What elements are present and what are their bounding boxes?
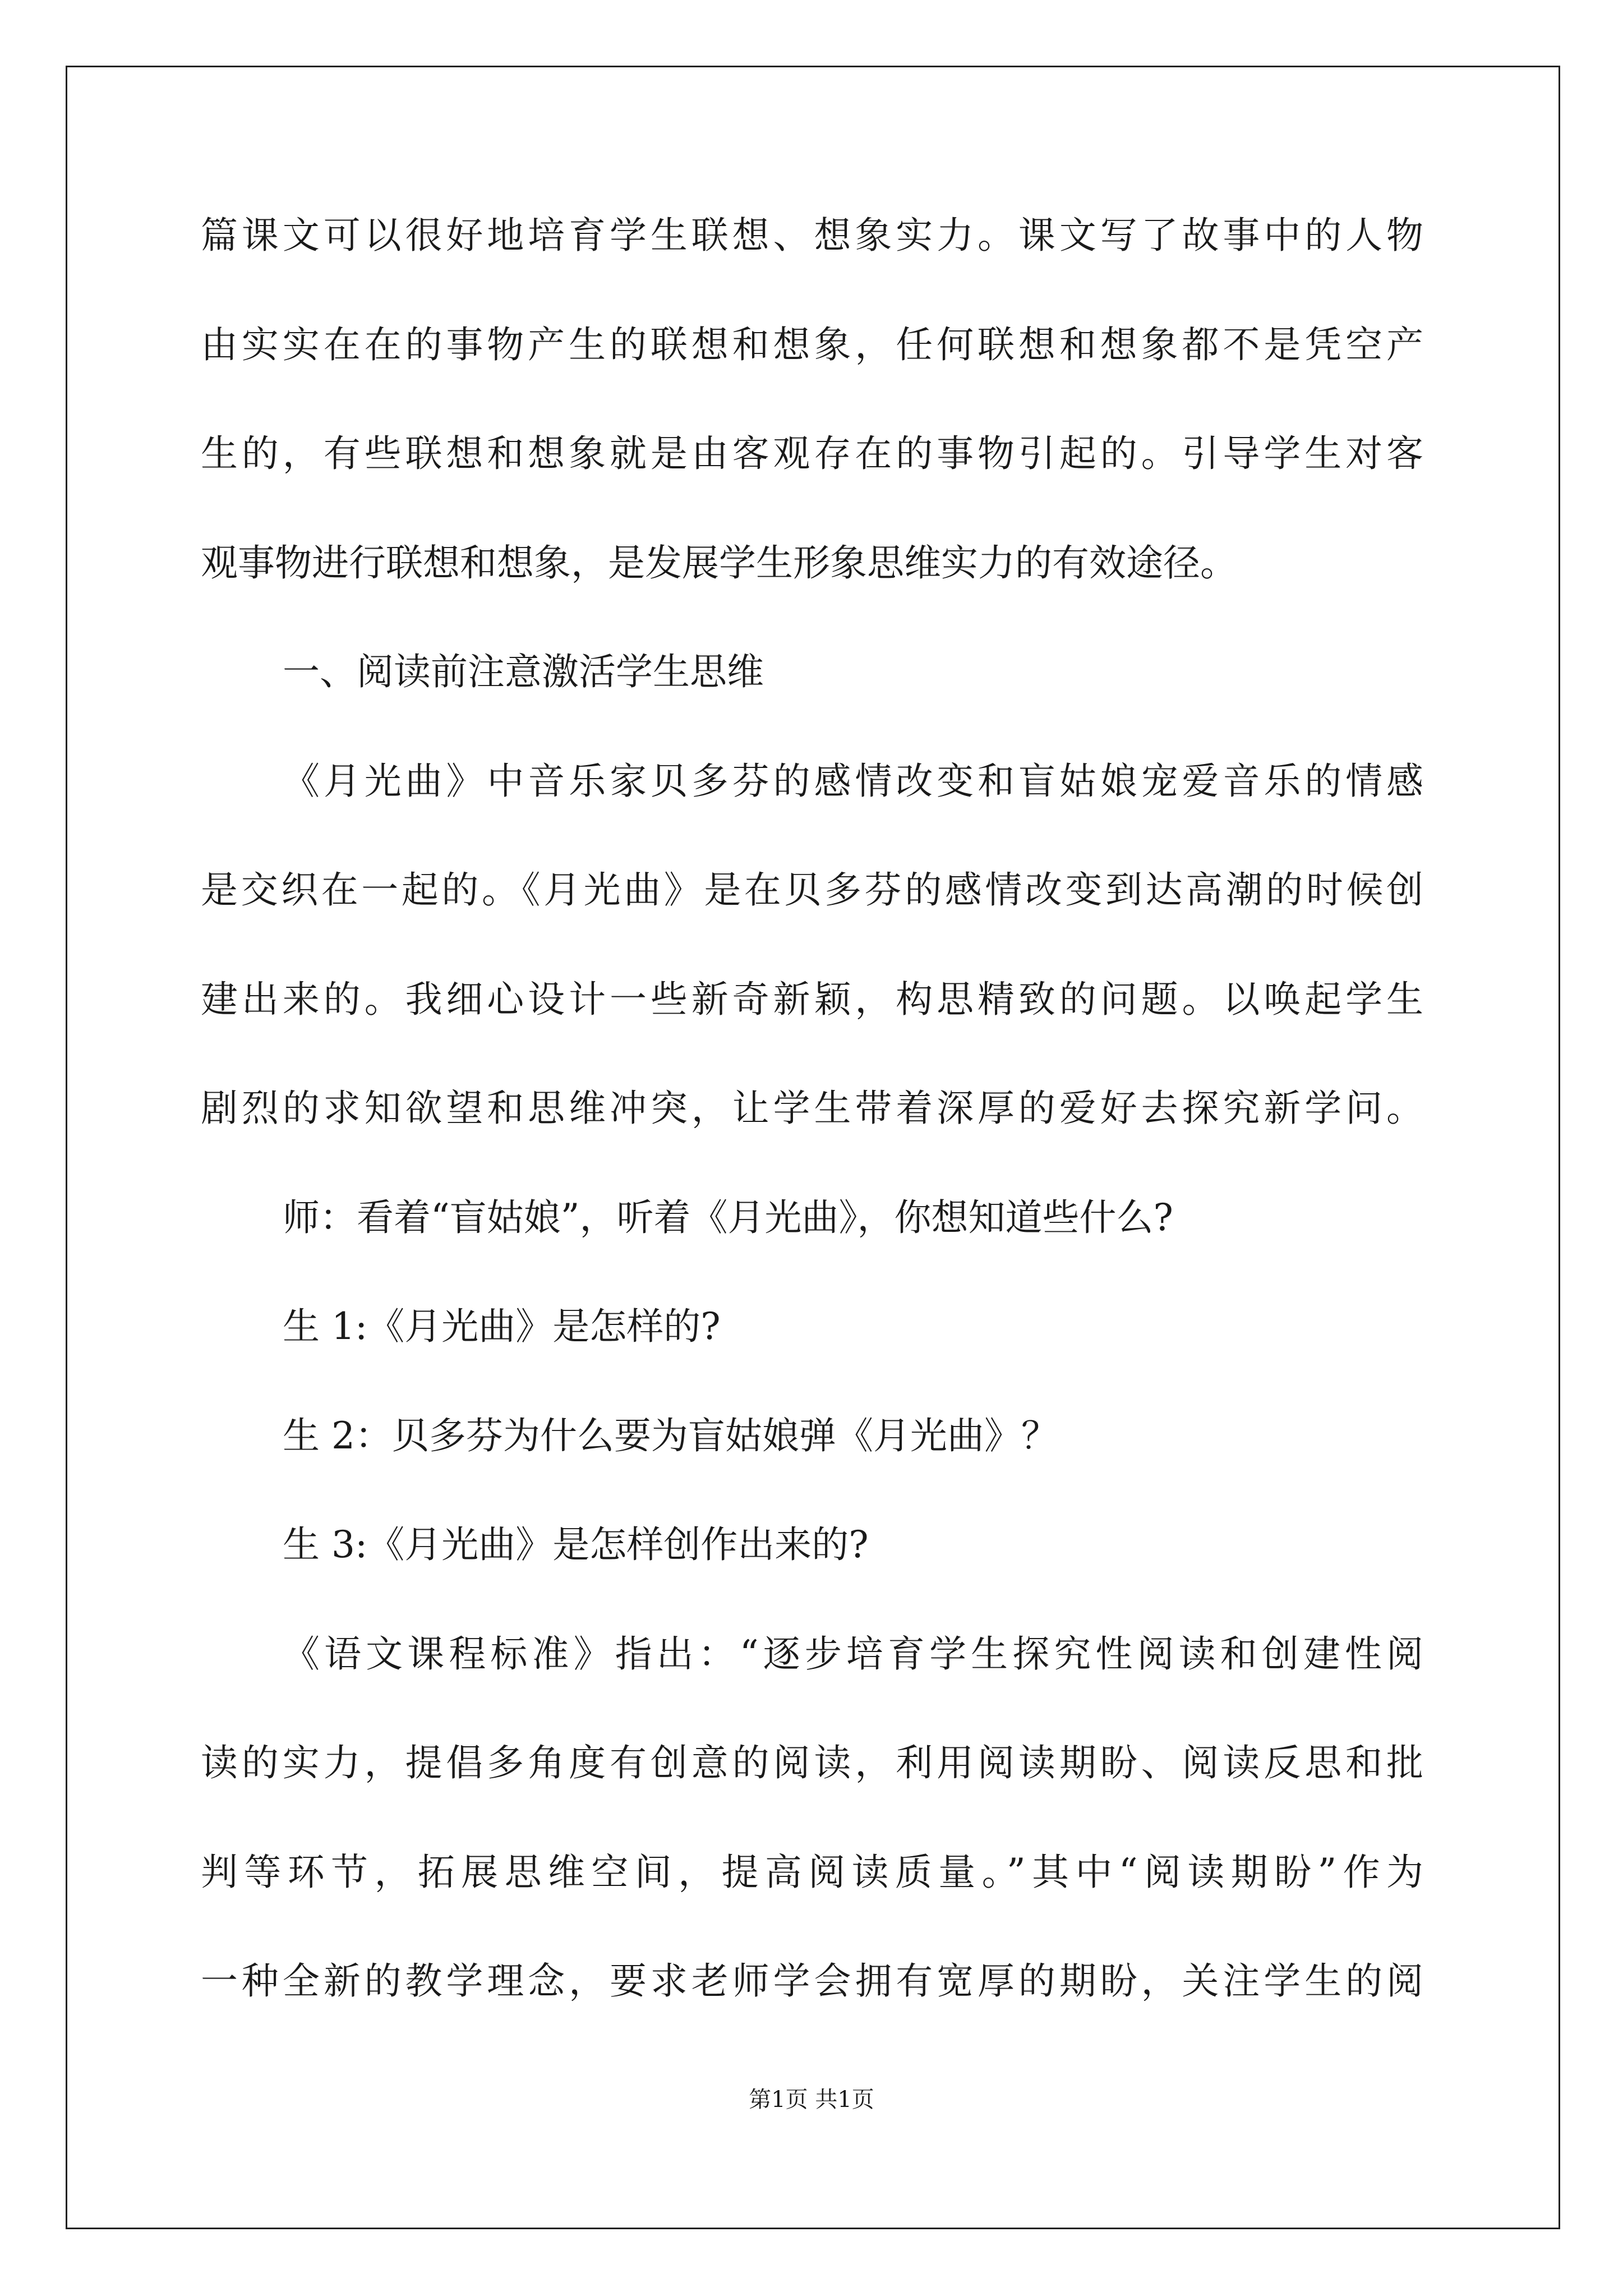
text-line: 建出来的。我细心设计一些新奇新颖，构思精致的问题。以唤起学生	[201, 977, 1423, 1021]
text-line: 师：看着“盲姑娘”，听着《月光曲》，你想知道些什么?	[283, 1195, 1173, 1239]
text-line: 由实实在在的事物产生的联想和想象，任何联想和想象都不是凭空产	[201, 323, 1423, 366]
text-line: 生 1:《月光曲》是怎样的?	[283, 1305, 721, 1348]
text-line: 观事物进行联想和想象，是发展学生形象思维实力的有效途径。	[201, 541, 1237, 585]
text-line: 是交织在一起的。《月光曲》是在贝多芬的感情改变到达高潮的时候创	[201, 868, 1423, 912]
text-line: 生 3:《月光曲》是怎样创作出来的?	[283, 1523, 869, 1566]
text-line: 《月光曲》中音乐家贝多芬的感情改变和盲姑娘宠爱音乐的情感	[283, 759, 1423, 803]
text-line: 生的，有些联想和想象就是由客观存在的事物引起的。引导学生对客	[201, 432, 1423, 475]
text-line: 剧烈的求知欲望和思维冲突，让学生带着深厚的爱好去探究新学问。	[201, 1087, 1423, 1130]
document-body	[201, 213, 1423, 2068]
text-line: 一种全新的教学理念，要求老师学会拥有宽厚的期盼，关注学生的阅	[201, 1959, 1423, 2003]
page-footer: 第1页 共1页	[749, 2087, 874, 2113]
text-line: 生 2：贝多芬为什么要为盲姑娘弹《月光曲》？	[283, 1414, 1058, 1457]
text-line: 《语文课程标准》指出：“逐步培育学生探究性阅读和创建性阅	[283, 1632, 1423, 1676]
text-line: 读的实力，提倡多角度有创意的阅读，利用阅读期盼、阅读反思和批	[201, 1741, 1423, 1784]
text-line: 一、阅读前注意激活学生思维	[283, 650, 764, 693]
text-line: 判等环节，拓展思维空间，提高阅读质量。”其中“阅读期盼”作为	[201, 1850, 1423, 1894]
text-line: 篇课文可以很好地培育学生联想、想象实力。课文写了故事中的人物	[201, 214, 1423, 257]
